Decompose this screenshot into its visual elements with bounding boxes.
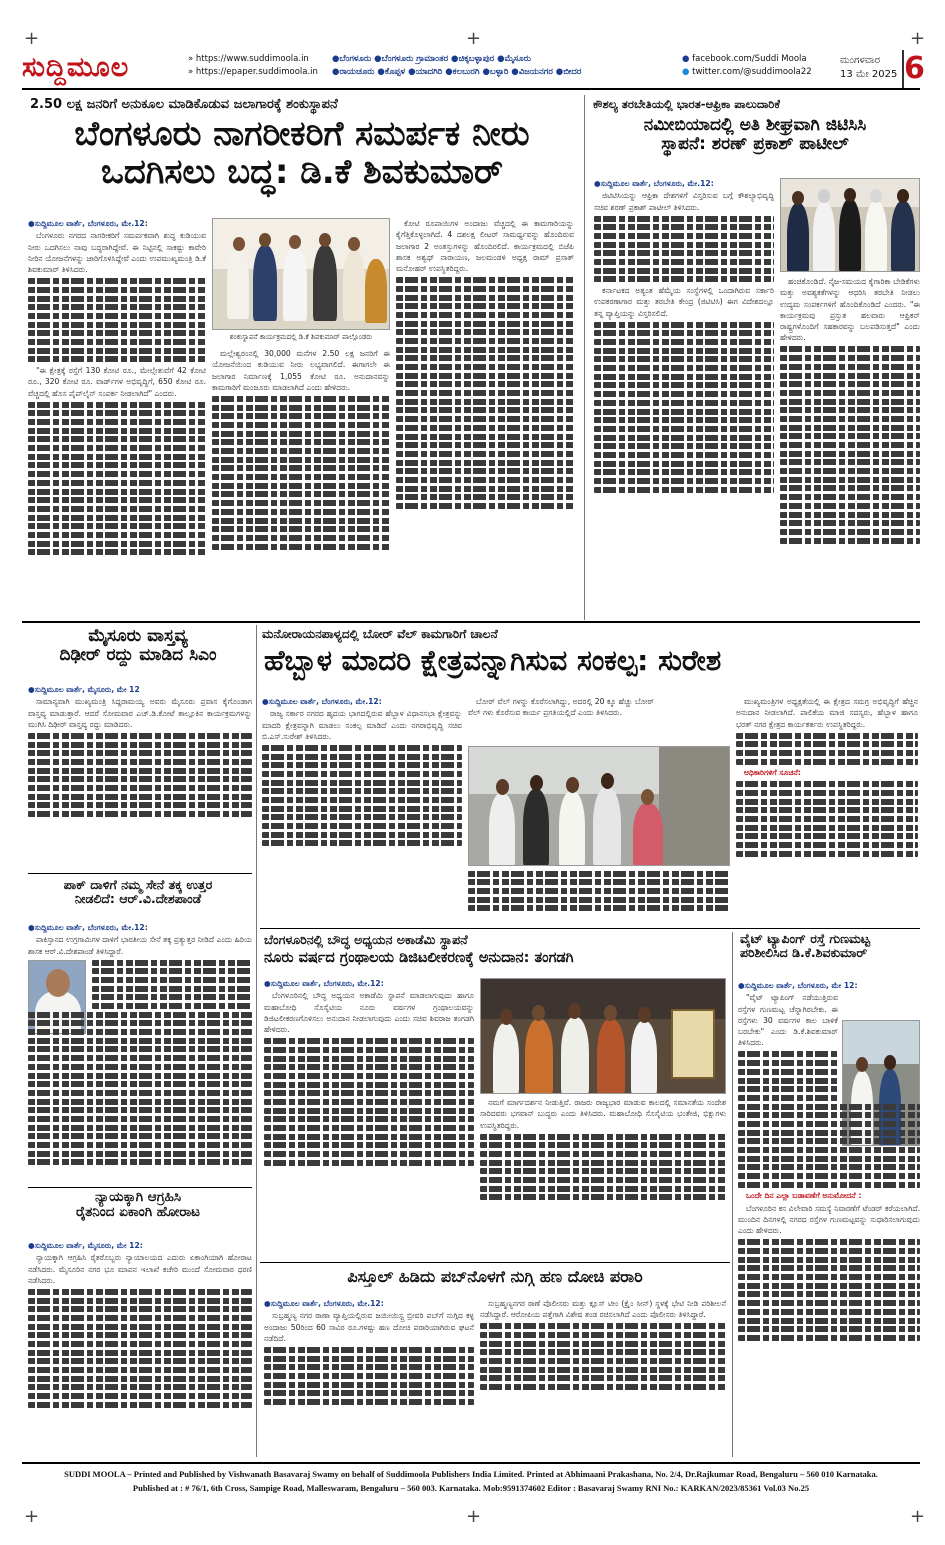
website-links bbox=[188, 53, 338, 79]
twitter-icon: ● bbox=[682, 67, 693, 77]
pistol-column-1 bbox=[264, 1298, 474, 1456]
editions-row: ●ರಾಯಚೂರು ●ಕೊಪ್ಪಳ ●ಯಾದಗಿರಿ ●ಕಲಬುರಗಿ ●ಬಳ್ಳಾರಿ ●ವಿಜಯನಗರ ●ಬೀದರ bbox=[332, 67, 582, 77]
imprint-footer bbox=[22, 1462, 920, 1498]
whitetop-body bbox=[738, 980, 920, 1456]
editions-list bbox=[332, 53, 684, 79]
farmer-headline bbox=[22, 1190, 254, 1234]
crop-mark-bottom-left: + bbox=[24, 1506, 40, 1527]
lead-column-1 bbox=[28, 218, 206, 613]
whitetop-headline bbox=[736, 932, 920, 976]
buddha-paragraph: ಬೆಂಗಳೂರಿನಲ್ಲಿ ಬೌದ್ಧ ಅಧ್ಯಯನ ಅಕಾಡೆಮಿ ಸ್ಥಾಪನೆ ಮಾಡಲಾಗುವುದು ಹಾಗೂ ಮಹಾಬೋಧಿ ಸೊಸೈಟಿಯ ನೂರು ವರ್ಷಗಳ ಗ್ರಂಥಾಲಯವನ್ನು ಡಿಜಿಟಲೀಕರಣಗೊಳಿಸಲು ಅನುದಾನ ನೀಡಲಾಗುವುದು ಎಂದು ಸಚಿವ ಶಿವರಾಜ ತಂಗಡಗಿ ಹೇಳಿದರು. bbox=[264, 991, 474, 1035]
mysuru-paragraph: ಸಾಮಾನ್ಯವಾಗಿ ಮುಖ್ಯಮಂತ್ರಿ ಸಿದ್ದರಾಮಯ್ಯ ಅವರು ಮೈಸೂರು ಪ್ರವಾಸ ಕೈಗೊಂಡಾಗ ವಾಸ್ತವ್ಯ ಮಾಡುತ್ತಾರೆ. ಆದರೆ ಸೋಮವಾರ ಎಚ್.ಡಿ.ಕೋಟೆ ತಾಲ್ಲೂಕಿನ ಕಾರ್ಯಕ್ರಮಗಳನ್ನು ಮುಗಿಸಿ ದಿಢೀರ್ ವಾಸ್ತವ್ಯ ರದ್ದು ಮಾಡಿದರು. bbox=[28, 697, 252, 729]
namibia-paragraph: ಹಂಚಿಕೊಂಡಿದೆ. ನೈಜ-ಸಮಯದ ಕೈಗಾರಿಕಾ ಬೇಡಿಕೆಗಳು ಮತ್ತು ಅವಶ್ಯಕತೆಗಳನ್ನು ಆಧರಿಸಿ ತರಬೇತಿ ನೀಡಲು ಉದ್ಯಮ ಸಂಪರ್ಕಗಳಿಗೆ ಹೊಂದಿಕೊಂಡಿದೆ ಎಂದರು. "ಈ ಕಾರ್ಯಕ್ರಮವು ಪ್ರಸ್ತುತ ಹಲವಾರು ಆಫ್ರಿಕನ್ ರಾಷ್ಟ್ರಗಳೊಂದಿಗೆ ಸಹಕಾರವನ್ನು ಬಲಪಡಿಸುತ್ತದೆ" ಎಂದು ಹೇಳಿದರು. bbox=[780, 277, 920, 343]
whitetop-headline-line: ವೈಟ್ ಟ್ಯಾಪಿಂಗ್ ರಸ್ತೆ ಗುಣಮಟ್ಟ bbox=[740, 932, 870, 946]
namibia-paragraph: ಕರ್ನಾಟಕದ ಅತ್ಯಂತ ಹೆಮ್ಮೆಯ ಸಂಸ್ಥೆಗಳಲ್ಲಿ ಒಂದಾಗಿರುವ ಸರ್ಕಾರಿ ಉಪಕರಣಾಗಾರ ಮತ್ತು ತರಬೇತಿ ಕೇಂದ್ರ (ಜಿಟಿಟಿಸಿ) ಈಗ ವಿದೇಶದಲ್ಲೂ ತನ್ನ ವ್ಯಾಪ್ತಿಯನ್ನು ವಿಸ್ತರಿಸಲಿದೆ. bbox=[594, 286, 774, 318]
section-divider bbox=[22, 621, 920, 623]
lead-byline: ●ಸುದ್ದಿಮೂಲ ವಾರ್ತೆ, ಬೆಂಗಳೂರು, ಮೇ.12: bbox=[28, 219, 148, 228]
hebbal-column-2-top bbox=[468, 696, 654, 744]
whitetop-paragraph: "ವೈಟ್ ಟ್ಯಾಪಿಂಗ್ ನಡೆಯುತ್ತಿರುವ ರಸ್ತೆಗಳ ಗುಣಮಟ್ಟ ಚೆನ್ನಾಗಿರಬೇಕು. ಈ ರಸ್ತೆಗಳು 30 ವರ್ಷಗಳ ಕಾಲ ಬಾಳಿಕೆ ಬರಬೇಕು" ಎಂದು ಡಿ.ಕೆ.ಶಿವಕುಮಾರ್ ತಿಳಿಸಿದರು. bbox=[738, 993, 838, 1048]
farmer-paragraph: ನ್ಯಾಯಕ್ಕಾಗಿ ಆಗ್ರಹಿಸಿ ರೈತರೊಬ್ಬರು ನ್ಯಾಯಾಲಯದ ಎದುರು ಏಕಾಂಗಿಯಾಗಿ ಹೋರಾಟ ನಡೆಸಿದರು. ಮೈಸೂರಿನ ನಗರ ಭೂ ಮಾಪನ ಇಲಾಖೆ ಕಚೇರಿ ಮುಂದೆ ಸೋಮವಾರ ಧರಣಿ ನಡೆಸಿದರು. bbox=[28, 1253, 252, 1285]
lead-kicker: 2.50 ಲಕ್ಷ ಜನರಿಗೆ ಅನುಕೂಲ ಮಾಡಿಕೊಡುವ ಜಲಾಗಾರಕ್ಕೆ ಶಂಕುಸ್ಥಾಪನೆ bbox=[30, 97, 338, 112]
pistol-paragraph: ಸುಬ್ರಹ್ಮಣ್ಯನಗರ ಠಾಣೆ ಪೊಲೀಸರು ಮತ್ತು ಕ್ಲೂಸ್ ಟೀಂ (ಕ್ರೈಂ ಸೀನ್) ಸ್ಥಳಕ್ಕೆ ಭೇಟಿ ನೀಡಿ ಪರಿಶೀಲನೆ ನಡೆಸಿದ್ದಾರೆ. ಆರೋಪಿಯ ಪತ್ತೆಗಾಗಿ ವಿಶೇಷ ತಂಡ ರಚಿಸಲಾಗಿದೆ ಎಂದು ಪೊಲೀಸರು ತಿಳಿಸಿದ್ದಾರೆ. bbox=[480, 1299, 726, 1320]
whitetop-headline-line: ಪರಿಶೀಲಿಸಿದ ಡಿ.ಕೆ.ಶಿವಕುಮಾರ್ bbox=[740, 945, 868, 960]
crop-mark-top-right: + bbox=[910, 28, 926, 49]
column-divider bbox=[732, 932, 733, 1457]
mysuru-body bbox=[28, 684, 252, 870]
mysuru-byline: ●ಸುದ್ದಿಮೂಲ ವಾರ್ತೆ, ಮೈಸೂರು, ಮೇ 12 bbox=[28, 685, 140, 694]
section-divider bbox=[260, 928, 920, 929]
lead-column-3 bbox=[396, 218, 574, 613]
pak-headline bbox=[22, 878, 254, 918]
namibia-headline-line: ಸ್ಥಾಪನೆ: ಶರಣ್ ಪ್ರಕಾಶ್ ಪಾಟೀಲ್ bbox=[661, 134, 849, 155]
buddha-column-2 bbox=[480, 1097, 726, 1260]
hebbal-kicker: ಮನೋರಾಯನಪಾಳ್ಯದಲ್ಲಿ ಬೋರ್ ವೆಲ್ ಕಾಮಗಾರಿಗೆ ಚಾಲನೆ bbox=[262, 627, 498, 641]
facebook-icon: ● bbox=[682, 54, 693, 64]
hebbal-headline: ಹೆಬ್ಬಾಳ ಮಾದರಿ ಕ್ಷೇತ್ರವನ್ನಾಗಿಸುವ ಸಂಕಲ್ಪ: ಸುರೇಶ bbox=[264, 645, 722, 677]
crop-mark-top-left: + bbox=[24, 28, 40, 49]
story-divider bbox=[260, 1262, 730, 1263]
buddha-column-1 bbox=[264, 978, 474, 1260]
hebbal-column-2-bottom bbox=[468, 868, 730, 926]
namibia-kicker: ಕೌಶಲ್ಯ ತರಬೇತಿಯಲ್ಲಿ ಭಾರತ-ಆಫ್ರಿಕಾ ಪಾಲುದಾರಿಕೆ bbox=[593, 97, 781, 111]
pak-headline-line: ನೀಡಲಿದೆ: ಆರ್.ವಿ.ದೇಶಪಾಂಡೆ bbox=[74, 891, 202, 906]
namibia-byline: ●ಸುದ್ದಿಮೂಲ ವಾರ್ತೆ, ಬೆಂಗಳೂರು, ಮೇ.12: bbox=[594, 179, 714, 188]
lead-paragraph: "ಈ ಕ್ಷೇತ್ರಕ್ಕೆ ರಸ್ತೆಗೆ 130 ಕೋಟಿ ರೂ., ಮೇಲ್ಸೇತುವೆಗೆ 42 ಕೋಟಿ ರೂ., 320 ಕೋಟಿ ರೂ. ವಾರ್ಡ್‌ಗಳ ಅಭಿವೃದ್ಧಿಗೆ, 650 ಕೋಟಿ ರೂ. ವೆಚ್ಚದಲ್ಲಿ ಹೊಸ ಪೈಪ್‌ಲೈನ್ ಸಂಪರ್ಕ ನೀಡಲಾಗಿದೆ" ಎಂದರು. bbox=[28, 366, 206, 398]
namibia-column-1 bbox=[594, 178, 774, 620]
mysuru-headline-line: ದಿಢೀರ್ ರದ್ದು ಮಾಡಿದ ಸಿಎಂ bbox=[59, 645, 217, 666]
lead-paragraph: ಬೆಂಗಳೂರು ನಗರದ ನಾಗರೀಕರಿಗೆ ಸಮರ್ಪಕವಾಗಿ ಶುದ್ಧ ಕುಡಿಯುವ ನೀರು ಒದಗಿಸಲು ನಾವು ಬದ್ಧರಾಗಿದ್ದೇವೆ. ಈ ನಿಟ್ಟಿನಲ್ಲಿ ಸಾಕಷ್ಟು ಕಾವೇರಿ ನೀರಿನ ಯೋಜನೆಗಳನ್ನು ಜಾರಿಗೊಳಿಸಿದ್ದೇವೆ ಎಂದು ಉಪಮುಖ್ಯಮಂತ್ರಿ ಡಿ.ಕೆ ಶಿವಕುಮಾರ್ ತಿಳಿಸಿದರು. bbox=[28, 231, 206, 275]
epaper-link[interactable]: https://epaper.suddimoola.in bbox=[195, 67, 318, 77]
farmer-headline-line: ನ್ಯಾಯಕ್ಕಾಗಿ ಆಗ್ರಹಿಸಿ bbox=[94, 1190, 182, 1205]
buddha-photo bbox=[480, 978, 726, 1094]
namibia-paragraph: ಜಿಟಿಟಿಸಿಯನ್ನು ಆಫ್ರಿಕಾ ದೇಶಗಳಿಗೆ ವಿಸ್ತರಿಸುವ ಬಗ್ಗೆ ಕೌಶಲ್ಯಾಭಿವೃದ್ಧಿ ಸಚಿವ ಶರಣ್ ಪ್ರಕಾಶ್ ಪಾಟೀಲ್ ತಿಳಿಸಿದರು. bbox=[594, 191, 774, 212]
buddha-byline: ●ಸುದ್ದಿಮೂಲ ವಾರ್ತೆ, ಬೆಂಗಳೂರು, ಮೇ.12: bbox=[264, 979, 384, 988]
twitter-link[interactable]: twitter.com/@suddimoola22 bbox=[692, 67, 812, 77]
pistol-headline: ಪಿಸ್ತೂಲ್ ಹಿಡಿದು ಪಬ್‌ನೊಳಗೆ ನುಗ್ಗಿ ಹಣ ದೋಚಿ ಪರಾರಿ bbox=[347, 1268, 643, 1286]
pistol-paragraph: ಸುಬ್ರಹ್ಮಣ್ಯ ನಗರ ಠಾಣಾ ವ್ಯಾಪ್ತಿಯಲ್ಲಿರುವ ಜಯೀಯಿಸ್ಟ್ರ ಬ್ರೀವರಿ ಪಬ್‌ಗೆ ನುಗ್ಗಿದ ಕಳ್ಳ ಅಂದಾಜು 50ರಿಂದ 60 ಸಾವಿರ ರೂ.ಗಳಷ್ಟು ಹಣ ದೋಚಿ ಪರಾರಿಯಾಗಿರುವ ಘಟನೆ ನಡೆದಿದೆ. bbox=[264, 1311, 474, 1343]
namibia-photo bbox=[780, 178, 920, 272]
crop-mark-bottom-center: + bbox=[466, 1506, 482, 1527]
farmer-body bbox=[28, 1240, 252, 1458]
masthead bbox=[22, 51, 925, 90]
hebbal-byline: ●ಸುದ್ದಿಮೂಲ ವಾರ್ತೆ, ಬೆಂಗಳೂರು, ಮೇ.12: bbox=[262, 697, 382, 706]
buddha-kicker: ಬೆಂಗಳೂರಿನಲ್ಲಿ ಬೌದ್ಧ ಅಧ್ಯಯನ ಅಕಾಡೆಮಿ ಸ್ಥಾಪನೆ bbox=[264, 932, 468, 947]
pistol-byline: ●ಸುದ್ದಿಮೂಲ ವಾರ್ತೆ, ಬೆಂಗಳೂರು, ಮೇ.12: bbox=[264, 1299, 384, 1308]
lead-photo bbox=[212, 218, 390, 330]
column-divider bbox=[584, 95, 585, 620]
editions-row: ●ಬೆಂಗಳೂರು ●ಬೆಂಗಳೂರು ಗ್ರಾಮಾಂತರ ●ಚಿಕ್ಕಬಳ್ಳಾಪುರ ●ಮೈಸೂರು bbox=[332, 54, 531, 64]
hebbal-paragraph: ಮುಖ್ಯಮಂತ್ರಿಗಳ ಅಧ್ಯಕ್ಷತೆಯಲ್ಲಿ ಈ ಕ್ಷೇತ್ರದ ಸಮಗ್ರ ಅಭಿವೃದ್ಧಿಗೆ ಹೆಚ್ಚಿನ ಅನುದಾನ ನೀಡಲಾಗಿದೆ. ಪಾಲಿಕೆಯ ಮಾಜಿ ಸದಸ್ಯರು, ಹೆಬ್ಬಾಳ ಹಾಗೂ ಭರತ್ ನಗರ ಕ್ಷೇತ್ರದ ಕಾರ್ಯಕರ್ತರು ಉಪಸ್ಥಿತರಿದ್ದರು. bbox=[736, 697, 918, 729]
column-divider bbox=[256, 625, 257, 1457]
mysuru-headline bbox=[22, 627, 254, 679]
crop-mark-bottom-right: + bbox=[910, 1506, 926, 1527]
hebbal-subhead: ಅಧಿಕಾರಿಗಳಿಗೆ ಸೂಚನೆ: bbox=[744, 768, 801, 778]
lead-headline bbox=[22, 115, 582, 215]
hebbal-column-1 bbox=[262, 696, 462, 926]
buddha-paragraph: ನಮಗೆ ಮಾರ್ಗದರ್ಶನ ನೀಡುತ್ತಿವೆ. ರಾಜರು ರಾಜ್ಯಭಾರ ಮಾಡುವ ಕಾಲದಲ್ಲಿ ಸಮಾನತೆಯ ಸಂದೇಶ ಸಾರಿದವರು ಭಗವಾನ್ ಬುದ್ಧರು ಎಂದು ತಿಳಿಸಿದರು. ಮಹಾಬೋಧಿ ಸೊಸೈಟಿಯ ಭಂತೇಜಿ, ಭಿಕ್ಷುಗಳು ಉಪಸ್ಥಿತರಿದ್ದರು. bbox=[480, 1098, 726, 1130]
globe-icon: » bbox=[188, 67, 196, 77]
imprint-line: Published at : # 76/1, 6th Cross, Sampige Road, Malleswaram, Bengaluru – 560 003. Karnataka. Mob:9591374602 Editor : Basavaraj Swamy RNI No.: KARKAN/2023/85361 Vol.03 No.25 bbox=[132, 1483, 810, 1493]
hebbal-paragraph: ಬೋರ್ ವೆಲ್ ಗಳನ್ನು ಕೊರೆಸಲಾಗಿದ್ದು, ಅದರಲ್ಲಿ 20 ಕ್ಕೂ ಹೆಚ್ಚು ಬೋರ್ ವೆಲ್ ಗಳು ಕೊರೆಸುವ ಕಾರ್ಯ ಪ್ರಗತಿಯಲ್ಲಿದೆ ಎಂದು ತಿಳಿಸಿದರು. bbox=[468, 697, 654, 718]
issue-date: 13 ಮೇ 2025 bbox=[840, 69, 898, 80]
globe-icon: » bbox=[188, 54, 196, 64]
lead-headline-line: ಬೆಂಗಳೂರು ನಾಗರೀಕರಿಗೆ ಸಮರ್ಪಕ ನೀರು bbox=[74, 115, 530, 154]
buddha-headline: ನೂರು ವರ್ಷದ ಗ್ರಂಥಾಲಯ ಡಿಜಿಟಲೀಕರಣಕ್ಕೆ ಅನುದಾನ: ತಂಗಡಗಿ bbox=[264, 950, 574, 966]
newspaper-logo: ಸುದ್ದಿಮೂಲ bbox=[22, 52, 130, 83]
page-number: 6 bbox=[904, 51, 925, 86]
weekday: ಮಂಗಳವಾರ bbox=[840, 55, 881, 66]
namibia-headline-line: ನಮೀಬಿಯಾದಲ್ಲಿ ಅತಿ ಶೀಘ್ರವಾಗಿ ಜಿಟಿಸಿಸಿ bbox=[643, 116, 867, 135]
farmer-byline: ●ಸುದ್ದಿಮೂಲ ವಾರ್ತೆ, ಮೈಸೂರು, ಮೇ 12: bbox=[28, 1241, 143, 1250]
lead-photo-caption: ಶಂಕುಸ್ಥಾಪನೆ ಕಾರ್ಯಕ್ರಮದಲ್ಲಿ ಡಿ.ಕೆ ಶಿವಕುಮಾರ್ ಪಾಲ್ಗೊಂಡರು bbox=[229, 333, 373, 341]
namibia-headline bbox=[590, 116, 920, 172]
story-divider bbox=[28, 1187, 252, 1188]
lead-headline-line: ಒದಗಿಸಲು ಬದ್ಧ: ಡಿ.ಕೆ ಶಿವಕುಮಾರ್ bbox=[100, 152, 504, 193]
pak-headline-line: ಪಾಕ್ ದಾಳಿಗೆ ನಮ್ಮ ಸೇನೆ ತಕ್ಕ ಉತ್ತರ bbox=[63, 878, 213, 892]
imprint-line: SUDDI MOOLA – Printed and Published by Vishwanath Basavaraj Swamy on behalf of Suddimoola Publishers India Limited. Printed at Abhimaani Prakashana, No. 2/4, Dr.Rajkumar Road, Bengaluru – 560 010 Karnataka. bbox=[64, 1469, 878, 1479]
whitetop-byline: ●ಸುದ್ದಿಮೂಲ ವಾರ್ತೆ, ಬೆಂಗಳೂರು, ಮೇ 12: bbox=[738, 981, 858, 990]
website-link[interactable]: https://www.suddimoola.in bbox=[195, 54, 309, 64]
namibia-column-2 bbox=[780, 276, 920, 620]
mysuru-headline-line: ಮೈಸೂರು ವಾಸ್ತವ್ಯ bbox=[88, 627, 188, 646]
hebbal-column-3 bbox=[736, 696, 918, 926]
hebbal-paragraph: ರಾಜ್ಯ ಸರ್ಕಾರ ನಗರದ ಹೃದಯ ಭಾಗದಲ್ಲಿರುವ ಹೆಬ್ಬಾಳ ವಿಧಾನಸಭಾ ಕ್ಷೇತ್ರವನ್ನು ಮಾದರಿ ಕ್ಷೇತ್ರವನ್ನಾಗಿ ಮಾಡಲು ಸಂಕಲ್ಪ ಮಾಡಿದೆ ಎಂದು ನಗರಾಭಿವೃದ್ಧಿ ಸಚಿವ ಬಿ.ಎಸ್.ಸುರೇಶ್ ತಿಳಿಸಿದರು. bbox=[262, 709, 462, 741]
date-box bbox=[840, 54, 910, 82]
social-links bbox=[682, 53, 832, 79]
pistol-column-2 bbox=[480, 1298, 726, 1456]
pak-paragraph: ಪಾಕಿಸ್ತಾನದ ಉಗ್ರಗಾಮಿಗಳ ದಾಳಿಗೆ ಭಾರತೀಯ ಸೇನೆ ತಕ್ಕ ಪ್ರತ್ಯುತ್ತರ ನೀಡಿದೆ ಎಂದು ಹಿರಿಯ ಶಾಸಕ ಆರ್.ವಿ.ದೇಶಪಾಂಡೆ ತಿಳಿಸಿದ್ದಾರೆ. bbox=[28, 935, 252, 956]
lead-column-2 bbox=[212, 348, 390, 613]
lead-paragraph: ಕೋಟಿ ರೂಪಾಯಿಗಳ ಅಂದಾಜು ವೆಚ್ಚದಲ್ಲಿ ಈ ಕಾಮಗಾರಿಯನ್ನು ಕೈಗೆತ್ತಿಕೊಳ್ಳಲಾಗಿದೆ. 4 ದಶಲಕ್ಷ ಲೀಟರ್ ಸಾಮರ್ಥ್ಯವನ್ನು ಹೊಂದಿರುವ ಜಲಾಗಾರ 2 ಅಂತಸ್ತುಗಳನ್ನು ಹೊಂದಿರಲಿದೆ. ಕಾರ್ಯಕ್ರಮದಲ್ಲಿ ಬಿಜೆಪಿ ಶಾಸಕ ಅಶ್ವಥ್ ನಾರಾಯಣ, ಜಲಮಂಡಳಿ ಅಧ್ಯಕ್ಷ ರಾಮ್ ಪ್ರಸಾತ್ ಮನೋಹರ್ ಉಪಸ್ಥಿತರಿದ್ದರು. bbox=[396, 219, 574, 274]
hebbal-photo bbox=[468, 746, 730, 866]
pak-body bbox=[28, 922, 252, 1294]
crop-mark-top-center: + bbox=[466, 28, 482, 49]
facebook-link[interactable]: facebook.com/Suddi Moola bbox=[692, 54, 807, 64]
farmer-headline-line: ರೈತನಿಂದ ಏಕಾಂಗಿ ಹೋರಾಟ bbox=[76, 1204, 200, 1221]
lead-paragraph: ಮಲ್ಲೇಶ್ವರಂನಲ್ಲಿ 30,000 ಮನೆಗಳ 2.50 ಲಕ್ಷ ಜನರಿಗೆ ಈ ಯೋಜನೆಯಿಂದ ಕುಡಿಯುವ ನೀರು ಲಭ್ಯವಾಗಲಿದೆ. ಈಗಾಗಲೇ ಈ ಜಲಾಗಾರ ನಿರ್ಮಾಣಕ್ಕೆ 1,055 ಕೋಟಿ ರೂ. ಅನುದಾನವನ್ನು ಕಾಮಗಾರಿಗೆ ಮಂಜೂರು ಮಾಡಲಾಗಿದೆ ಎಂದು ಹೇಳಿದರು. bbox=[212, 349, 390, 392]
whitetop-subhead: ಒಂದೇ ದಿನ ಎಲ್ಲಾ ಬಡಾವಣೆಗೆ ಅನುಮೋದನೆ : bbox=[746, 1191, 862, 1201]
story-divider bbox=[28, 873, 252, 874]
pak-byline: ●ಸುದ್ದಿಮೂಲ ವಾರ್ತೆ, ಬೆಂಗಳೂರು, ಮೇ.12: bbox=[28, 923, 148, 932]
whitetop-paragraph: ಬೆಂಗಳೂರಿನ ಕಸ ವಿಲೇವಾರಿ ಸಮಸ್ಯೆ ನಿವಾರಣೆಗೆ ಟೆಂಡರ್ ಕರೆಯಲಾಗಿದೆ. ಮುಂದಿನ ದಿನಗಳಲ್ಲಿ ನಗರದ ರಸ್ತೆಗಳ ಗುಣಮಟ್ಟವನ್ನು ಸುಧಾರಿಸಲಾಗುವುದು ಎಂದು ಹೇಳಿದರು. bbox=[738, 1203, 920, 1236]
